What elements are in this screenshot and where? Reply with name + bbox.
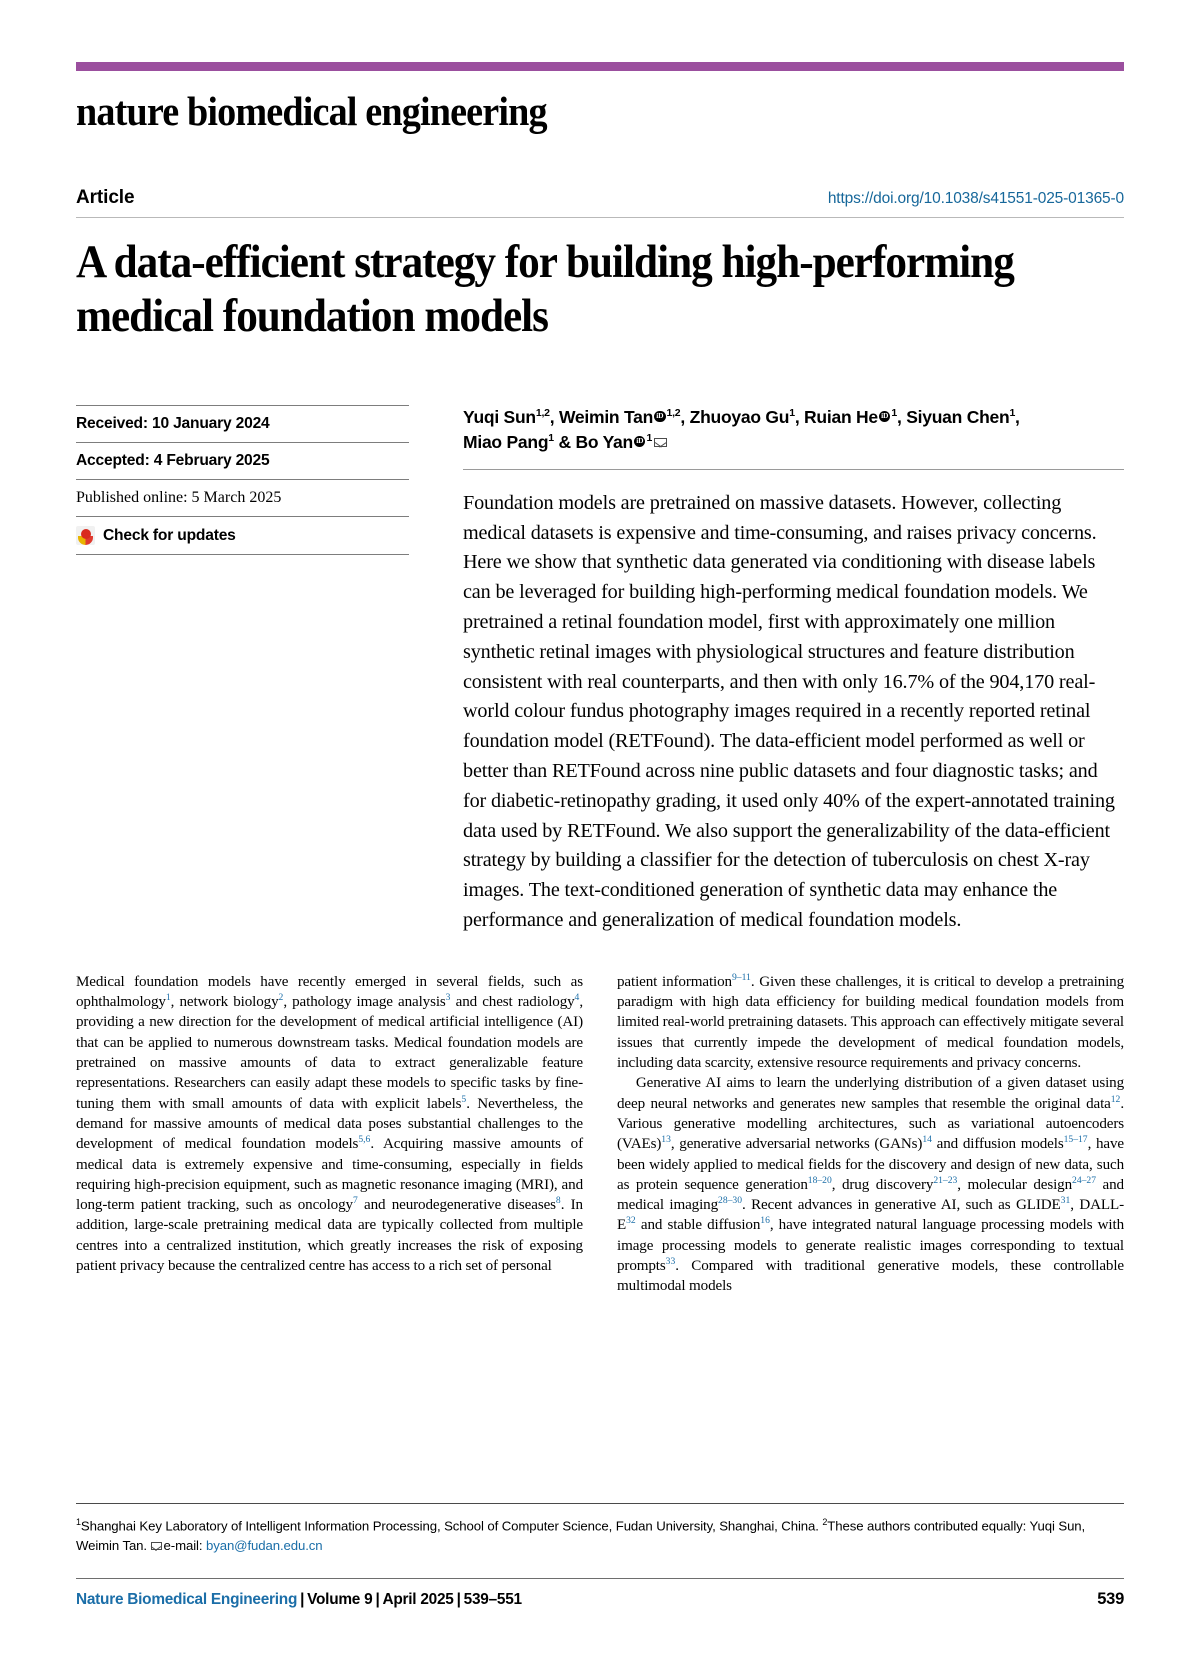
author-affiliation-marker: 1 <box>891 407 897 420</box>
author-name: , Weimin Tan <box>549 407 654 428</box>
accepted-date: Accepted: 4 February 2025 <box>76 442 409 479</box>
author-name: , Zhuoyao Gu <box>680 407 790 428</box>
author-name: , Siyuan Chen <box>896 407 1010 428</box>
footer-volume: Volume 9 <box>307 1591 373 1608</box>
body-column-left <box>76 972 583 1297</box>
affiliation-marker: 1 <box>76 1517 81 1527</box>
received-date: Received: 10 January 2024 <box>76 405 409 442</box>
published-online-date: Published online: 5 March 2025 <box>76 479 409 516</box>
author-affiliation-marker: 1,2 <box>535 407 550 420</box>
footer-separator: | <box>375 1591 380 1608</box>
metadata-and-abstract-region <box>76 405 1124 936</box>
abstract-column <box>409 405 1124 936</box>
check-for-updates-label: Check for updates <box>103 526 236 544</box>
envelope-icon <box>151 1542 162 1550</box>
affiliation-text: Shanghai Key Laboratory of Intelligent Information Processing, School of Computer Science, Fudan University, Shanghai, China. <box>80 1518 823 1534</box>
email-label: e-mail: <box>163 1538 206 1554</box>
page-title: A data-efficient strategy for building high-performing medical foundation models <box>76 236 1014 342</box>
author-name: Miao Pang <box>463 432 549 453</box>
footer-separator: | <box>456 1591 461 1608</box>
author-name: Yuqi Sun <box>463 407 536 428</box>
affiliation-marker: 2 <box>822 1517 828 1527</box>
author-affiliation-marker: 1 <box>789 407 795 420</box>
article-type-label: Article <box>76 187 135 209</box>
page-footer <box>76 1578 1124 1609</box>
body-column-right <box>617 972 1124 1297</box>
abstract-text: Foundation models are pretrained on massive datasets. However, collecting medical datasets is expensive and time-consuming, and raises privacy concerns. Here we show that synthetic data generated via conditioning with disease labels can be leveraged for building high-performing medical foundation models. We pretrained a retinal foundation model, first with approximately one million synthetic retinal images with physiological structures and feature distribution consistent with real counterparts, and then with only 16.7% of the 904,170 real-world colour fundus photography images required in a recently reported retinal foundation model (RETFound). The data-efficient model performed as well or better than RETFound across nine public datasets and four diagnostic tasks; and for diabetic-retinopathy grading, it used only 40% of the expert-annotated training data used by RETFound. We also support the generalizability of the data-efficient strategy by building a classifier for the detection of tuberculosis on chest X-ray images. The text-conditioned generation of synthetic data may enhance the performance and generalization of medical foundation models. <box>463 469 1124 936</box>
page-number: 539 <box>1097 1590 1124 1608</box>
equal-contribution-note: These authors contributed equally: Yuqi Sun, Weimin Tan. <box>76 1518 1086 1554</box>
author-name: , Ruian He <box>794 407 878 428</box>
publication-dates-column <box>76 405 409 936</box>
article-header-bar <box>76 187 1124 218</box>
footer-date: April 2025 <box>382 1591 454 1608</box>
envelope-icon[interactable] <box>654 438 667 447</box>
author-affiliation-marker: 1 <box>1009 407 1016 420</box>
footnotes-block <box>76 1503 1124 1557</box>
body-paragraph: Generative AI aims to learn the underlying distribution of a given dataset using deep neural networks and generates new samples that resemble the original data$^{12}$. Various generative modelling architectures, such as variational autoencoders (VAEs)$^{13}$, generative adversarial networks (GANs)$^{14}$ and diffusion models$^{15-17}$, have been widely applied to medical fields for the discovery and design of new data, such as protein sequence generation$^{18-20}$, drug discovery$^{21-23}$, molecular design$^{24-27}$ and medical imaging$^{28-30}$. Recent advances in generative AI, such as GLIDE$^{31}$, DALL-E$^{32}$ and stable diffusion$^{16}$, have integrated natural language processing models with image processing models to generate realistic images corresponding to textual prompts$^{33}$. Compared with traditional generative models, these controllable multimodal models <box>617 1075 1125 1295</box>
footer-journal-name: Nature Biomedical Engineering <box>76 1591 298 1608</box>
author-affiliation-marker: 1,2 <box>666 407 681 420</box>
check-for-updates-button[interactable] <box>76 516 409 555</box>
author-list-separator: , <box>1015 407 1020 428</box>
orcid-icon[interactable] <box>654 411 666 423</box>
article-page <box>0 62 1200 1655</box>
doi-link[interactable]: https://doi.org/10.1038/s41551-025-01365-0 <box>827 190 1124 208</box>
orcid-icon[interactable] <box>634 436 646 448</box>
crossmark-icon <box>76 526 95 545</box>
corresponding-email-link[interactable]: byan@fudan.edu.cn <box>205 1538 323 1554</box>
footer-separator: | <box>300 1591 305 1608</box>
author-affiliation-marker: 1 <box>548 432 554 445</box>
journal-masthead: nature biomedical engineering <box>76 88 547 134</box>
body-text-region <box>76 972 1124 1297</box>
footer-citation <box>76 1591 522 1609</box>
author-affiliation-marker: 1 <box>646 432 653 445</box>
footer-page-range: 539–551 <box>463 1591 522 1608</box>
orcid-icon[interactable] <box>879 411 891 423</box>
author-list <box>463 405 1124 469</box>
author-name: & Bo Yan <box>553 432 633 453</box>
body-paragraph: patient information$^{9-11}$. Given these challenges, it is critical to develop a pretraining paradigm with high data efficiency for building medical foundation models from limited real-world pretraining datasets. This approach can effectively mitigate several issues that currently impede the development of medical foundation models, including data scarcity, extensive resource requirements and privacy concerns. <box>617 971 1125 1072</box>
body-paragraph: Medical foundation models have recently emerged in several fields, such as ophthalmology$^1$, network biology$^2$, pathology image analysis$^3$ and chest radiology$^4$, providing a new direction for the development of medical artificial intelligence (AI) that can be applied to numerous downstream tasks. Medical foundation models are pretrained on massive amounts of data to extract generalizable feature representations. Researchers can easily adapt these models to specific tasks by fine-tuning them with small amounts of data with explicit labels$^5$. Nevertheless, the demand for massive amounts of medical data poses substantial challenges to the development of medical foundation models$^{5,6}$. Acquiring massive amounts of medical data is extremely expensive and time-consuming, especially in fields requiring high-precision equipment, such as magnetic resonance imaging (MRI), and long-term patient tracking, such as oncology$^7$ and neurodegenerative diseases$^8$. In addition, large-scale pretraining medical data are typically collected from multiple centres into a centralized institution, which greatly increases the risk of exposing patient privacy because the centralized centre has access to a rich set of personal <box>76 973 583 1274</box>
brand-rule <box>76 62 1124 71</box>
